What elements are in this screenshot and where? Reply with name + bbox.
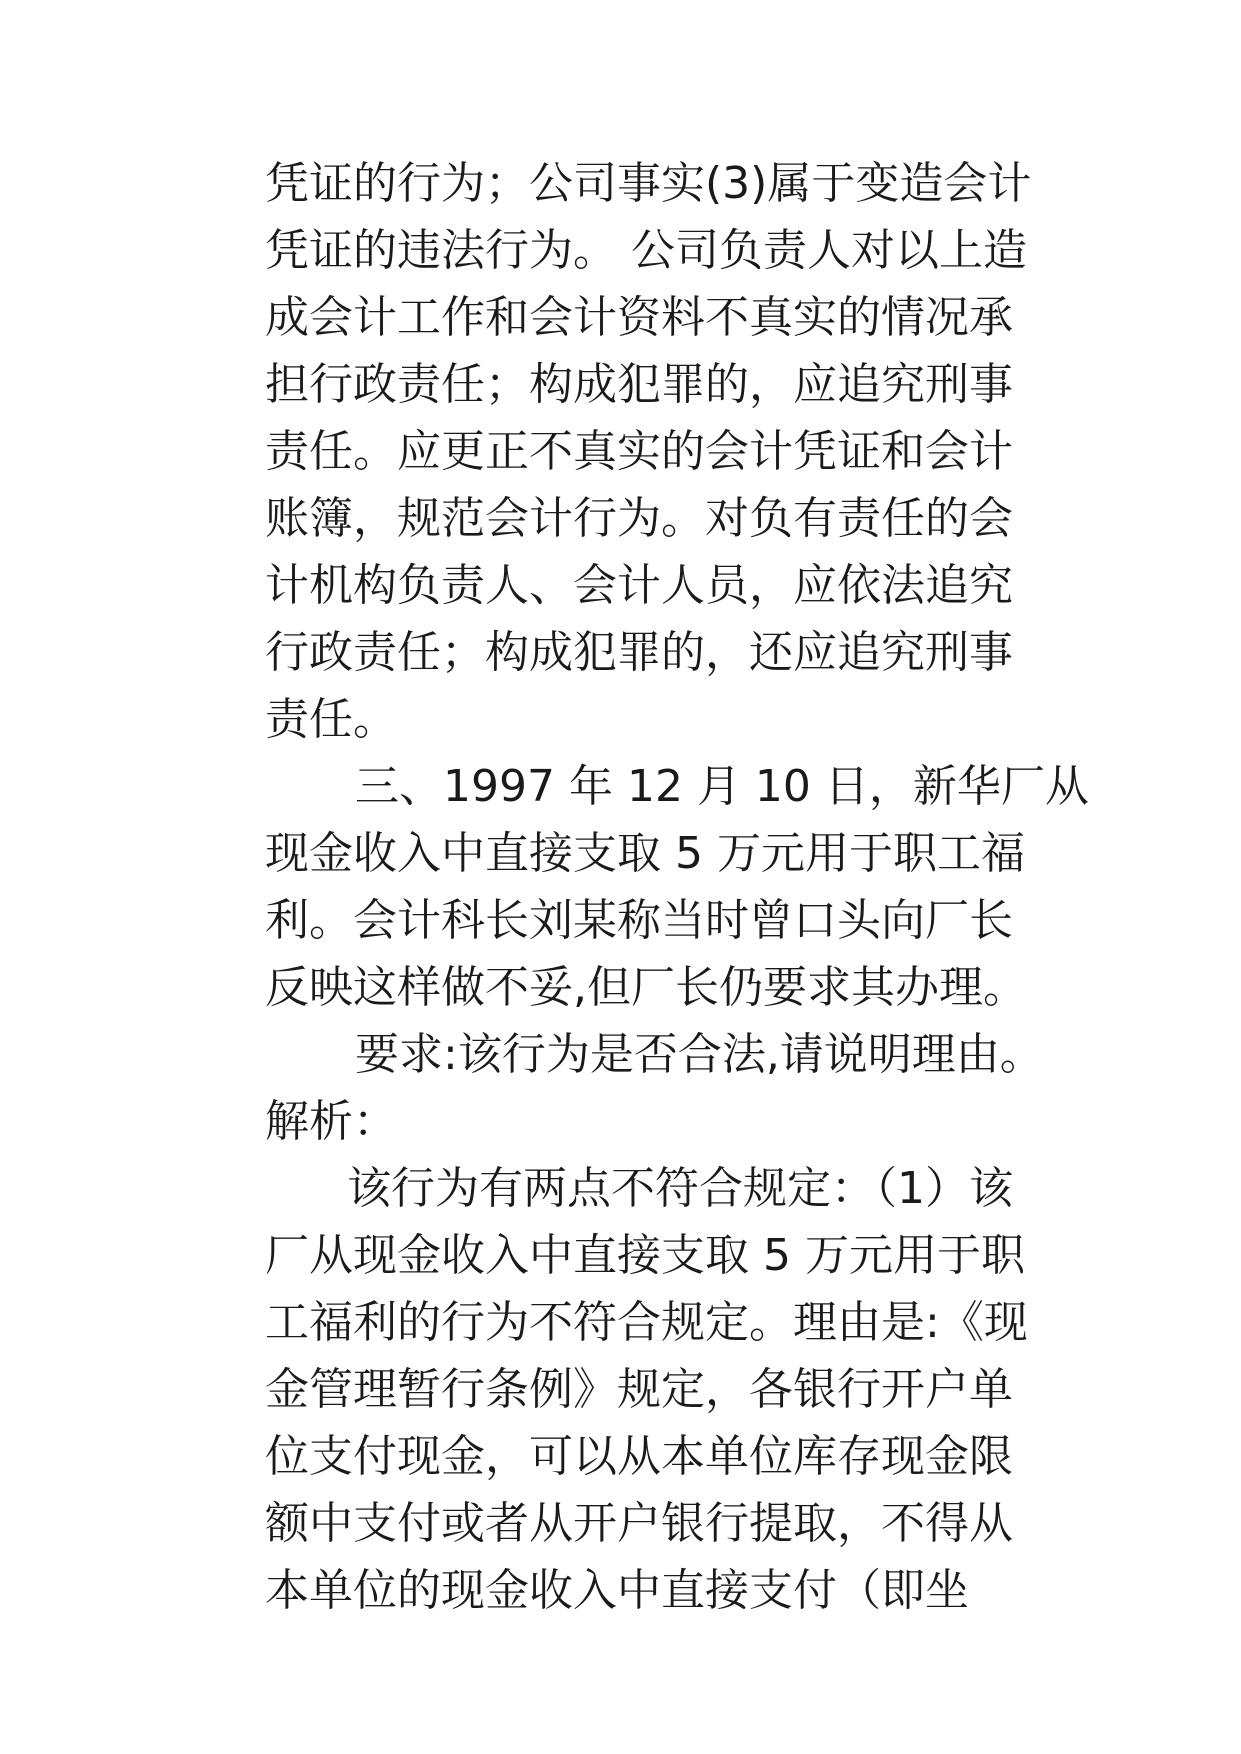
text-line: 责任。 <box>265 694 397 745</box>
text-line: 凭证的违法行为。 公司负责人对以上造 <box>265 225 1027 276</box>
text-line: 担行政责任；构成犯罪的，应追究刑事 <box>265 359 1013 410</box>
analysis-label: 解析： <box>265 1096 397 1147</box>
text-line: 行政责任；构成犯罪的，还应追究刑事 <box>265 627 1013 678</box>
text-line: 责任。应更正不真实的会计凭证和会计 <box>265 426 1013 477</box>
text-line: 金管理暂行条例》规定，各银行开户单 <box>265 1364 1013 1415</box>
text-line: 厂从现金收入中直接支取 5 万元用于职 <box>265 1230 1025 1281</box>
text-line: 额中支付或者从开户银行提取，不得从 <box>265 1498 1013 1549</box>
text-line: 账簿，规范会计行为。对负有责任的会 <box>265 493 1013 544</box>
text-line: 现金收入中直接支取 5 万元用于职工福 <box>265 828 1025 879</box>
question-requirement: 要求:该行为是否合法,请说明理由。 <box>355 1029 1044 1080</box>
section-heading-three: 三、1997 年 12 月 10 日，新华厂从 <box>355 761 1089 812</box>
text-line: 反映这样做不妥,但厂长仍要求其办理。 <box>265 962 1027 1013</box>
text-line: 本单位的现金收入中直接支付（即坐 <box>265 1565 969 1616</box>
body-text <box>265 150 1089 1624</box>
text-line: 成会计工作和会计资料不真实的情况承 <box>265 292 1013 343</box>
text-line: 利。会计科长刘某称当时曾口头向厂长 <box>265 895 1013 946</box>
text-line: 凭证的行为；公司事实(3)属于变造会计 <box>265 158 1032 209</box>
text-line: 位支付现金，可以从本单位库存现金限 <box>265 1431 1013 1482</box>
analysis-first-line: 该行为有两点不符合规定：（1）该 <box>347 1163 1013 1214</box>
text-line: 工福利的行为不符合规定。理由是:《现 <box>265 1297 1028 1348</box>
text-line: 计机构负责人、会计人员，应依法追究 <box>265 560 1013 611</box>
